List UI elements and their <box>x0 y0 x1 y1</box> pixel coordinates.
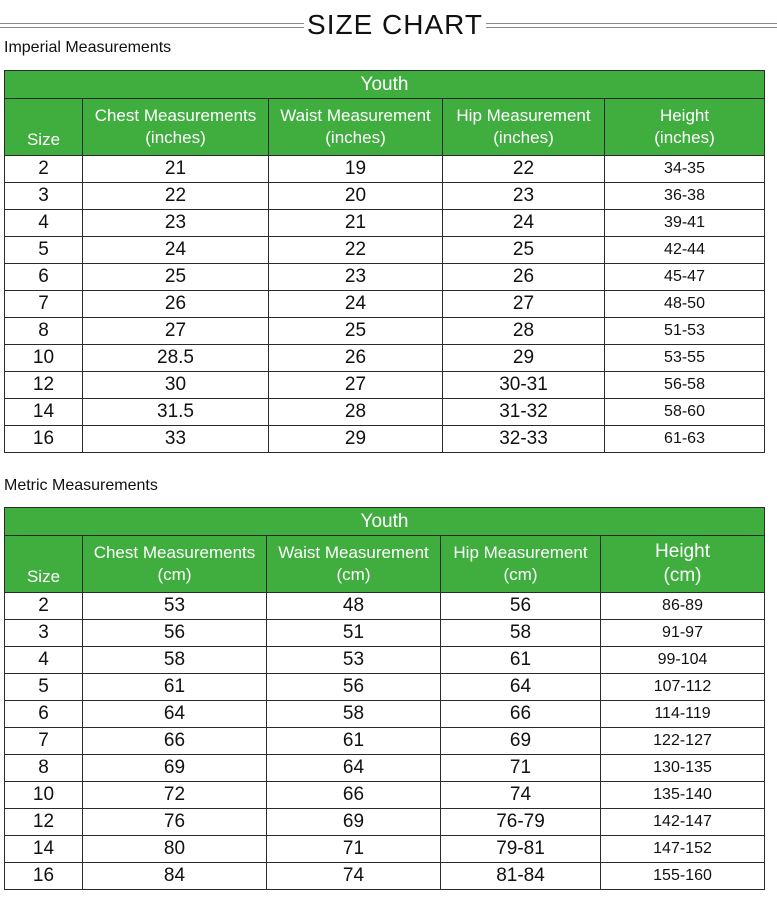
metric-cell-waist: 61 <box>267 728 441 755</box>
metric-cell-hip: 64 <box>441 674 601 701</box>
imperial-cell-waist: 19 <box>269 156 443 183</box>
metric-cell-chest: 84 <box>83 863 267 890</box>
metric-cell-size: 3 <box>5 620 83 647</box>
imperial-cell-size: 14 <box>5 399 83 426</box>
metric-table-row <box>5 836 765 863</box>
metric-cell-chest: 64 <box>83 701 267 728</box>
metric-header-size-label: Size <box>26 567 61 586</box>
metric-header-chest-title: Chest Measurements <box>93 543 256 562</box>
imperial-cell-height: 42-44 <box>605 237 765 264</box>
metric-cell-size: 10 <box>5 782 83 809</box>
imperial-table-row <box>5 318 765 345</box>
imperial-header-size <box>5 99 83 156</box>
imperial-table-row <box>5 156 765 183</box>
imperial-cell-chest: 33 <box>83 426 269 453</box>
imperial-cell-waist: 23 <box>269 264 443 291</box>
imperial-cell-waist: 25 <box>269 318 443 345</box>
imperial-header-size-label: Size <box>26 130 61 149</box>
metric-cell-chest: 69 <box>83 755 267 782</box>
imperial-header-height <box>605 99 765 156</box>
metric-cell-hip: 81-84 <box>441 863 601 890</box>
imperial-cell-size: 16 <box>5 426 83 453</box>
metric-header-hip <box>441 536 601 593</box>
imperial-table-row <box>5 426 765 453</box>
metric-cell-height: 86-89 <box>601 593 765 620</box>
metric-cell-chest: 61 <box>83 674 267 701</box>
metric-cell-hip: 61 <box>441 647 601 674</box>
imperial-header-waist <box>269 99 443 156</box>
metric-cell-waist: 48 <box>267 593 441 620</box>
metric-cell-chest: 58 <box>83 647 267 674</box>
imperial-cell-hip: 22 <box>443 156 605 183</box>
metric-cell-height: 147-152 <box>601 836 765 863</box>
imperial-cell-hip: 27 <box>443 291 605 318</box>
metric-cell-size: 4 <box>5 647 83 674</box>
metric-cell-waist: 69 <box>267 809 441 836</box>
imperial-cell-chest: 30 <box>83 372 269 399</box>
imperial-header-hip <box>443 99 605 156</box>
metric-header-waist-title: Waist Measurement <box>278 543 429 562</box>
metric-table-row <box>5 647 765 674</box>
imperial-header-chest <box>83 99 269 156</box>
imperial-table-row <box>5 264 765 291</box>
metric-cell-chest: 56 <box>83 620 267 647</box>
metric-table-row <box>5 782 765 809</box>
imperial-table-row <box>5 237 765 264</box>
metric-cell-waist: 51 <box>267 620 441 647</box>
imperial-cell-hip: 31-32 <box>443 399 605 426</box>
metric-cell-waist: 56 <box>267 674 441 701</box>
metric-cell-hip: 66 <box>441 701 601 728</box>
metric-group-header: Youth <box>5 508 765 536</box>
metric-cell-hip: 74 <box>441 782 601 809</box>
imperial-cell-waist: 27 <box>269 372 443 399</box>
imperial-cell-size: 12 <box>5 372 83 399</box>
imperial-cell-height: 36-38 <box>605 183 765 210</box>
imperial-cell-hip: 25 <box>443 237 605 264</box>
imperial-cell-hip: 26 <box>443 264 605 291</box>
imperial-cell-waist: 29 <box>269 426 443 453</box>
imperial-header-waist-title: Waist Measurement <box>280 106 431 125</box>
title-rule-left <box>0 23 304 28</box>
imperial-table-row <box>5 372 765 399</box>
metric-cell-waist: 74 <box>267 863 441 890</box>
metric-table-row <box>5 809 765 836</box>
imperial-cell-size: 2 <box>5 156 83 183</box>
imperial-header-height-unit: (inches) <box>654 128 715 147</box>
metric-header-chest <box>83 536 267 593</box>
imperial-cell-chest: 22 <box>83 183 269 210</box>
metric-cell-size: 14 <box>5 836 83 863</box>
metric-cell-waist: 58 <box>267 701 441 728</box>
imperial-header-height-title: Height <box>659 106 710 125</box>
metric-header-hip-title: Hip Measurement <box>453 543 588 562</box>
metric-cell-waist: 71 <box>267 836 441 863</box>
metric-table-row <box>5 863 765 890</box>
metric-cell-height: 130-135 <box>601 755 765 782</box>
imperial-section-label: Imperial Measurements <box>4 39 172 56</box>
metric-cell-height: 107-112 <box>601 674 765 701</box>
imperial-table-row <box>5 210 765 237</box>
imperial-table-row <box>5 345 765 372</box>
metric-header-waist-unit: (cm) <box>336 565 371 584</box>
metric-header-chest-unit: (cm) <box>157 565 192 584</box>
title-rule-right <box>486 23 777 28</box>
imperial-cell-size: 7 <box>5 291 83 318</box>
imperial-cell-hip: 23 <box>443 183 605 210</box>
metric-cell-size: 2 <box>5 593 83 620</box>
metric-header-height <box>601 536 765 593</box>
metric-header-hip-unit: (cm) <box>503 565 538 584</box>
metric-cell-hip: 56 <box>441 593 601 620</box>
imperial-cell-height: 45-47 <box>605 264 765 291</box>
imperial-table-row <box>5 183 765 210</box>
metric-cell-size: 6 <box>5 701 83 728</box>
metric-cell-size: 16 <box>5 863 83 890</box>
metric-cell-chest: 66 <box>83 728 267 755</box>
imperial-cell-size: 8 <box>5 318 83 345</box>
imperial-cell-height: 56-58 <box>605 372 765 399</box>
metric-section-label: Metric Measurements <box>4 477 158 494</box>
imperial-table-row <box>5 399 765 426</box>
imperial-cell-chest: 23 <box>83 210 269 237</box>
metric-cell-size: 5 <box>5 674 83 701</box>
imperial-cell-chest: 21 <box>83 156 269 183</box>
metric-cell-waist: 53 <box>267 647 441 674</box>
imperial-group-header: Youth <box>5 71 765 99</box>
imperial-cell-chest: 25 <box>83 264 269 291</box>
metric-header-height-title: Height <box>655 541 710 562</box>
imperial-cell-waist: 28 <box>269 399 443 426</box>
imperial-cell-height: 53-55 <box>605 345 765 372</box>
page-title: SIZE CHART <box>307 9 483 40</box>
metric-cell-height: 122-127 <box>601 728 765 755</box>
imperial-cell-height: 51-53 <box>605 318 765 345</box>
imperial-cell-height: 61-63 <box>605 426 765 453</box>
imperial-cell-waist: 22 <box>269 237 443 264</box>
imperial-cell-size: 4 <box>5 210 83 237</box>
metric-table-row <box>5 755 765 782</box>
imperial-cell-waist: 20 <box>269 183 443 210</box>
metric-header-waist <box>267 536 441 593</box>
imperial-cell-hip: 32-33 <box>443 426 605 453</box>
imperial-header-waist-unit: (inches) <box>325 128 386 147</box>
imperial-header-chest-title: Chest Measurements <box>94 106 257 125</box>
metric-cell-height: 135-140 <box>601 782 765 809</box>
metric-cell-height: 142-147 <box>601 809 765 836</box>
metric-table-row <box>5 674 765 701</box>
metric-cell-hip: 69 <box>441 728 601 755</box>
metric-header-size <box>5 536 83 593</box>
size-chart-title-bar <box>0 8 777 42</box>
imperial-header-hip-title: Hip Measurement <box>456 106 591 125</box>
imperial-cell-waist: 26 <box>269 345 443 372</box>
imperial-cell-height: 58-60 <box>605 399 765 426</box>
metric-cell-height: 99-104 <box>601 647 765 674</box>
imperial-cell-height: 48-50 <box>605 291 765 318</box>
metric-cell-size: 12 <box>5 809 83 836</box>
imperial-header-chest-unit: (inches) <box>145 128 206 147</box>
metric-cell-waist: 66 <box>267 782 441 809</box>
metric-cell-height: 91-97 <box>601 620 765 647</box>
metric-table-row <box>5 593 765 620</box>
imperial-cell-size: 10 <box>5 345 83 372</box>
metric-cell-chest: 72 <box>83 782 267 809</box>
imperial-cell-hip: 30-31 <box>443 372 605 399</box>
metric-cell-hip: 58 <box>441 620 601 647</box>
imperial-cell-chest: 26 <box>83 291 269 318</box>
imperial-cell-size: 3 <box>5 183 83 210</box>
metric-table-row <box>5 620 765 647</box>
imperial-cell-chest: 31.5 <box>83 399 269 426</box>
imperial-cell-chest: 24 <box>83 237 269 264</box>
imperial-cell-size: 5 <box>5 237 83 264</box>
imperial-header-hip-unit: (inches) <box>493 128 554 147</box>
imperial-cell-waist: 21 <box>269 210 443 237</box>
metric-cell-size: 8 <box>5 755 83 782</box>
imperial-cell-hip: 24 <box>443 210 605 237</box>
metric-table-row <box>5 728 765 755</box>
imperial-table-row <box>5 291 765 318</box>
metric-cell-waist: 64 <box>267 755 441 782</box>
imperial-cell-height: 39-41 <box>605 210 765 237</box>
metric-size-table <box>4 507 765 890</box>
imperial-cell-height: 34-35 <box>605 156 765 183</box>
imperial-cell-chest: 27 <box>83 318 269 345</box>
metric-cell-hip: 71 <box>441 755 601 782</box>
metric-cell-hip: 79-81 <box>441 836 601 863</box>
imperial-cell-hip: 28 <box>443 318 605 345</box>
imperial-cell-chest: 28.5 <box>83 345 269 372</box>
metric-table-row <box>5 701 765 728</box>
imperial-size-table <box>4 70 765 453</box>
metric-header-height-unit: (cm) <box>663 565 702 586</box>
imperial-cell-hip: 29 <box>443 345 605 372</box>
metric-cell-height: 114-119 <box>601 701 765 728</box>
metric-cell-hip: 76-79 <box>441 809 601 836</box>
metric-cell-height: 155-160 <box>601 863 765 890</box>
imperial-cell-size: 6 <box>5 264 83 291</box>
metric-cell-chest: 80 <box>83 836 267 863</box>
metric-cell-size: 7 <box>5 728 83 755</box>
imperial-cell-waist: 24 <box>269 291 443 318</box>
metric-cell-chest: 76 <box>83 809 267 836</box>
metric-cell-chest: 53 <box>83 593 267 620</box>
